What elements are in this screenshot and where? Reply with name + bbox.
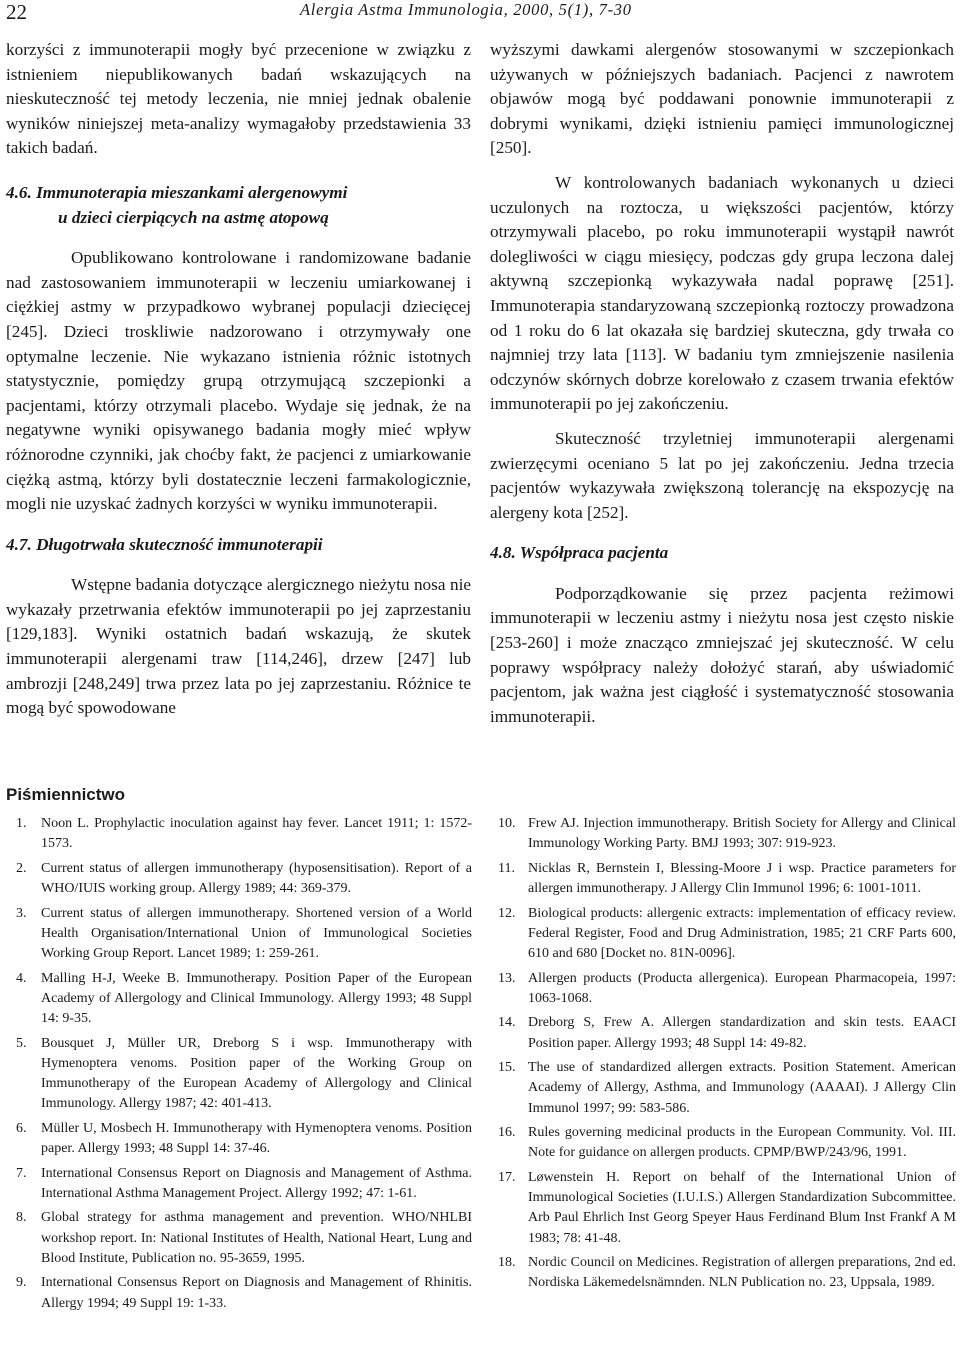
reference-text: Løwenstein H. Report on behalf of the International Union of Immunological Societies (I.U.I.S.) Allergen Standardization Subcommittee. Arb Paul Ehrlich Inst Georg Speyer Haus Ferdinand Blum Inst Frankf A M 1983; 78: 41-48. (528, 1169, 956, 1246)
reference-item (6, 1273, 472, 1313)
section-title-line2: u dzieci cierpiących na astmę atopową (58, 207, 329, 227)
reference-item (494, 969, 956, 1009)
reference-text: Global strategy for asthma management and prevention. WHO/NHLBI workshop report. In: National Institutes of Health, National Heart, Lung and Blood Institute, Publication no. 95-3659, 1995. (41, 1210, 472, 1266)
reference-text: Current status of allergen immunotherapy. Shortened version of a World Health Organisation/International Union of Immunological Societies Working Group Report. Lancet 1989; 1: 259-261. (41, 905, 472, 961)
reference-item (6, 814, 472, 854)
reference-number: 9. (16, 1275, 27, 1291)
reference-item (6, 904, 472, 965)
reference-number: 10. (498, 816, 516, 831)
references-list-left (6, 814, 472, 1318)
reference-item (494, 1123, 956, 1163)
reference-number: 3. (16, 905, 27, 921)
reference-item (6, 969, 472, 1030)
journal-citation: Alergia Astma Immunologia, 2000, 5(1), 7-30 (300, 0, 632, 19)
reference-number: 11. (498, 860, 515, 876)
reference-number: 4. (16, 970, 27, 986)
reference-text: Allergen products (Producta allergenica). European Pharmacopeia, 1997: 1063-1068. (528, 970, 956, 1006)
reference-number: 1. (16, 816, 27, 831)
reference-number: 16. (498, 1125, 516, 1141)
reference-number: 6. (16, 1120, 27, 1136)
section-title: Długotrwała skuteczność immunoterapii (36, 534, 323, 554)
reference-item (494, 904, 956, 965)
reference-text: Rules governing medicinal products in the European Community. Vol. III. Note for guidance on allergen products. CPMP/BWP/243/96, 1991. (528, 1125, 956, 1161)
reference-text: Bousquet J, Müller UR, Dreborg S i wsp. Immunotherapy with Hymenoptera venoms. Position paper of the Working Group on Immunotherapy of the European Academy of Allergology and Clinical Immunology. Allergy 1987; 42: 401-413. (41, 1035, 472, 1112)
right-column (490, 38, 954, 729)
references-list-right (494, 814, 956, 1298)
paragraph-4-6: Opublikowano kontrolowane i randomizowane badanie nad zastosowaniem immunoterapii w leczeniu umiarkowanej i ciężkiej astmy w przypadkowo wybranej populacji dziecięcej [245]. Dzieci troskliwie nadzorowano i otrzymywały one optymalne leczenie. Nie wykazano istnienia różnic istotnych statystycznie, pomiędzy grupą otrzymującą szczepionki a pacjentami, którzy otrzymali placebo. Wydaje się jednak, że na negatywne wyniki opisywanego badania mogły mieć wpływ różnorodne czynniki, jak choćby fakt, że pacjenci z umiarkowanie ciężką astmą, którzy byli dostatecznie leczeni farmakologicznie, mogli nie uzyskać żadnych korzyści w wyniku immunoterapii. (6, 248, 471, 514)
reference-number: 17. (498, 1169, 516, 1185)
paragraph-mite-study: W kontrolowanych badaniach wykonanych u dzieci uczulonych na roztocza, u większości pacjentów, którzy otrzymywali placebo, po roku immunoterapii wystąpił nawrót dolegliwości w ciągu miesięcy, podczas gdy grupa leczona dalej aktywną szczepionką wykazywała nadal poprawę [251]. Immunoterapia standaryzowaną szczepionką roztoczy prowadzona od 1 roku do 6 lat okazała się bardziej skuteczna, gdy trwała co najmniej trzy lata [113]. W badaniu tym zmniejszenie nasilenia odczynów skórnych dobrze korelowało z czasem trwania efektów immunoterapii po jej zakończeniu. (490, 172, 954, 414)
reference-item (494, 1013, 956, 1053)
reference-number: 8. (16, 1210, 27, 1226)
reference-text: The use of standardized allergen extracts. Position Statement. American Academy of Allergy, Asthma, and Immunology (AAAAI). J Allergy Clin Immunol 1997; 99: 583-586. (528, 1060, 956, 1116)
section-number: 4.7. (6, 534, 32, 554)
reference-number: 2. (16, 860, 27, 876)
section-number: 4.6. (6, 182, 32, 202)
reference-item (494, 1058, 956, 1119)
reference-number: 18. (498, 1255, 516, 1271)
paragraph-4-7: Wstępne badania dotyczące alergicznego nieżytu nosa nie wykazały przetrwania efektów immunoterapii po jej zaprzestaniu [129,183]. Wyniki ostatnich badań wskazują, że skutek immunoterapii alergenami traw [114,246], drzew [247] lub ambrozji [248,249] trwa przez lata po jej zaprzestaniu. Różnice te mogą być spowodowane (6, 575, 471, 718)
section-heading-4-6 (6, 181, 471, 230)
reference-item (6, 1034, 472, 1115)
paragraph-intro: korzyści z immunoterapii mogły być przecenione w związku z istnieniem niepublikowanych badań wskazujących na nieskuteczność tej metody leczenia, nie mniej jednak obalenie wyników niniejszej meta-analizy wymagałoby przedstawienia 33 takich badań. (6, 40, 471, 158)
reference-text: Biological products: allergenic extracts: implementation of efficacy review. Federal Register, Food and Drug Administration, 1985; 21 CRF Parts 600, 610 and 680 [Docket no. 81N-0096]. (528, 905, 956, 961)
reference-number: 13. (498, 970, 516, 986)
section-title: Immunoterapia mieszankami alergenowymi (36, 182, 348, 202)
section-heading-4-7 (6, 533, 471, 558)
reference-item (6, 1208, 472, 1269)
reference-number: 12. (498, 905, 516, 921)
reference-text: International Consensus Report on Diagnosis and Management of Asthma. International Asthma Management Project. Allergy 1992; 47: 1-61. (41, 1165, 472, 1201)
paragraph-animal-allergens: Skuteczność trzyletniej immunoterapii alergenami zwierzęcymi oceniano 5 lat po jej zakończeniu. Jedna trzecia pacjentów wykazywała zwiększoną tolerancję na ekspozycję na alergeny kota [252]. (490, 428, 954, 522)
reference-item (494, 1253, 956, 1293)
references-heading: Piśmiennictwo (6, 785, 126, 804)
reference-text: Nicklas R, Bernstein I, Blessing-Moore J i wsp. Practice parameters for allergen immunotherapy. J Allergy Clin Immunol 1996; 6: 1001-1011. (528, 860, 956, 896)
reference-number: 5. (16, 1035, 27, 1051)
section-number: 4.8. (490, 543, 516, 563)
reference-item (6, 1119, 472, 1159)
reference-text: Malling H-J, Weeke B. Immunotherapy. Position Paper of the European Academy of Allergology and Clinical Immunology. Allergy 1993; 48 Suppl 14: 9-35. (41, 970, 472, 1026)
reference-item (494, 1168, 956, 1249)
reference-text: Frew AJ. Injection immunotherapy. British Society for Allergy and Clinical Immunology Working Party. BMJ 1993; 307: 919-923. (528, 816, 956, 852)
reference-item (494, 814, 956, 854)
page-header (0, 0, 960, 30)
page-number: 22 (6, 0, 27, 24)
reference-number: 15. (498, 1060, 516, 1076)
section-heading-4-8 (490, 541, 954, 566)
paragraph-continued: wyższymi dawkami alergenów stosowanymi w szczepionkach używanych w późniejszych badaniach. Pacjenci z nawrotem objawów mogą być poddawani ponownie immunoterapii z dobrymi wynikami, dzięki istnieniu pamięci immunologicznej [250]. (490, 40, 954, 158)
reference-item (494, 859, 956, 899)
reference-item (6, 1164, 472, 1204)
reference-text: Noon L. Prophylactic inoculation against hay fever. Lancet 1911; 1: 1572-1573. (41, 816, 472, 852)
reference-number: 7. (16, 1165, 27, 1181)
reference-text: Dreborg S, Frew A. Allergen standardization and skin tests. EAACI Position paper. Allergy 1993; 48 Suppl 14: 49-82. (528, 1015, 956, 1051)
reference-text: Nordic Council on Medicines. Registration of allergen preparations, 2nd ed. Nordiska Läkemedelsnämnden. NLN Publication no. 23, Uppsala, 1989. (528, 1255, 956, 1291)
reference-item (6, 859, 472, 899)
reference-text: International Consensus Report on Diagnosis and Management of Rhinitis. Allergy 1994; 49 Suppl 19: 1-33. (41, 1275, 472, 1311)
paragraph-4-8: Podporządkowanie się przez pacjenta reżimowi immunoterapii w leczeniu astmy i nieżytu nosa jest często niskie [253-260] i może znacząco zmniejszać jej skuteczność. W celu poprawy współpracy należy dołożyć starań, aby uświadomić pacjentom, jak ważna jest ciągłość i systematyczność stosowania immunoterapii. (490, 583, 954, 726)
reference-text: Müller U, Mosbech H. Immunotherapy with Hymenoptera venoms. Position paper. Allergy 1993; 48 Suppl 14: 37-46. (41, 1120, 472, 1156)
section-title: Współpraca pacjenta (519, 543, 669, 563)
reference-number: 14. (498, 1015, 516, 1031)
reference-text: Current status of allergen immunotherapy (hyposensitisation). Report of a WHO/IUIS working group. Allergy 1989; 44: 369-379. (41, 860, 472, 896)
left-column (6, 38, 471, 721)
